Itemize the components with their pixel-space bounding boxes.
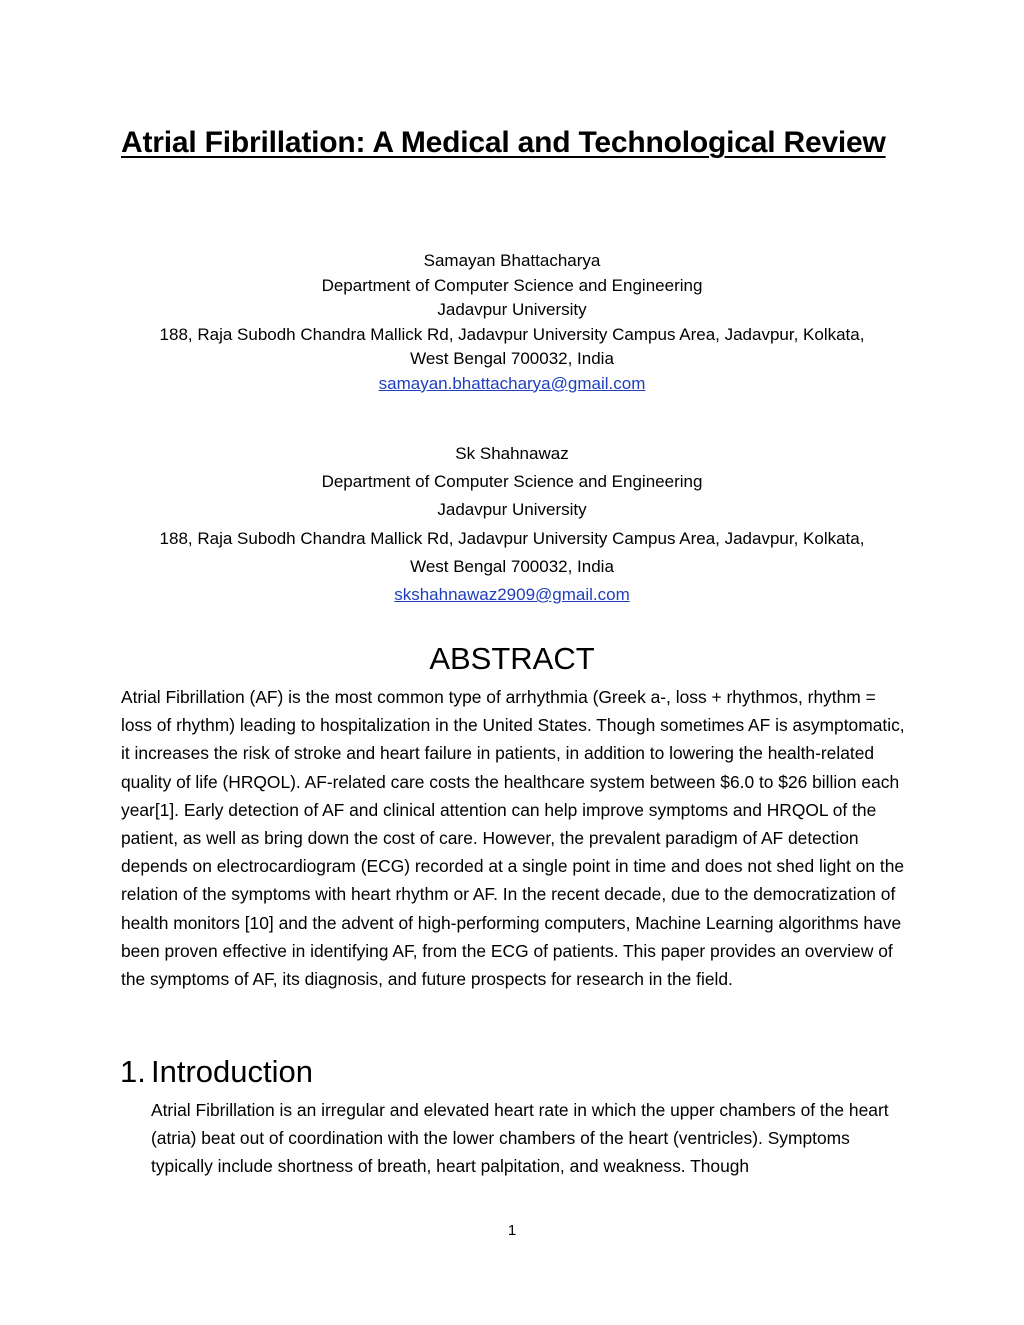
section-title: Introduction — [151, 1054, 313, 1089]
paper-title: Atrial Fibrillation: A Medical and Technological Review — [121, 126, 886, 159]
abstract-text: Atrial Fibrillation (AF) is the most common type of arrhythmia (Greek a-, loss + rhythmos, rhythm = loss of rhythm) leading to hospitalization in the United States. Though sometimes AF is asymptomatic, it increases the risk of stroke and heart failure in patients, in addition to lowering the health-related quality of life (HRQOL). AF-related care costs the healthcare system between $6.0 to $26 billion each year[1]. Early detection of AF and clinical attention can help improve symptoms and HRQOL of the patient, as well as bring down the cost of care. However, the prevalent paradigm of AF detection depends on electrocardiogram (ECG) recorded at a single point in time and does not shed light on the relation of the symptoms with heart rhythm or AF. In the recent decade, due to the democratization of health monitors [10] and the advent of high-performing computers, Machine Learning algorithms have been proven effective in identifying AF, from the ECG of patients. This paper provides an overview of the symptoms of AF, its diagnosis, and future prospects for research in the field. — [121, 687, 905, 990]
author-block-2 — [100, 440, 924, 609]
section-heading-introduction — [120, 1052, 313, 1092]
author-university: Jadavpur University — [437, 500, 587, 520]
author-address-line2: West Bengal 700032, India — [410, 556, 614, 576]
author-email-link[interactable]: samayan.bhattacharya@gmail.com — [378, 373, 646, 393]
author-department: Department of Computer Science and Engineering — [321, 275, 703, 295]
abstract-heading: ABSTRACT — [429, 641, 595, 676]
author-name: Sk Shahnawaz — [455, 444, 569, 463]
author-department: Department of Computer Science and Engineering — [321, 472, 703, 492]
author-email-link[interactable]: skshahnawaz2909@gmail.com — [394, 585, 630, 605]
author-address-line1: 188, Raja Subodh Chandra Mallick Rd, Jadavpur University Campus Area, Jadavpur, Kolkata, — [159, 324, 865, 344]
introduction-text: Atrial Fibrillation is an irregular and elevated heart rate in which the upper chambers of the heart (atria) beat out of coordination with the lower chambers of the heart (ventricles). Symptoms typically include shortness of breath, heart palpitation, and weakness. Though — [151, 1100, 889, 1177]
page-number: 1 — [507, 1222, 517, 1239]
author-name: Samayan Bhattacharya — [423, 251, 601, 270]
author-address-line1: 188, Raja Subodh Chandra Mallick Rd, Jadavpur University Campus Area, Jadavpur, Kolkata, — [159, 528, 865, 548]
author-address-line2: West Bengal 700032, India — [410, 349, 614, 368]
author-block-1 — [100, 249, 924, 396]
author-university: Jadavpur University — [437, 300, 587, 319]
section-number: 1. — [120, 1054, 146, 1089]
